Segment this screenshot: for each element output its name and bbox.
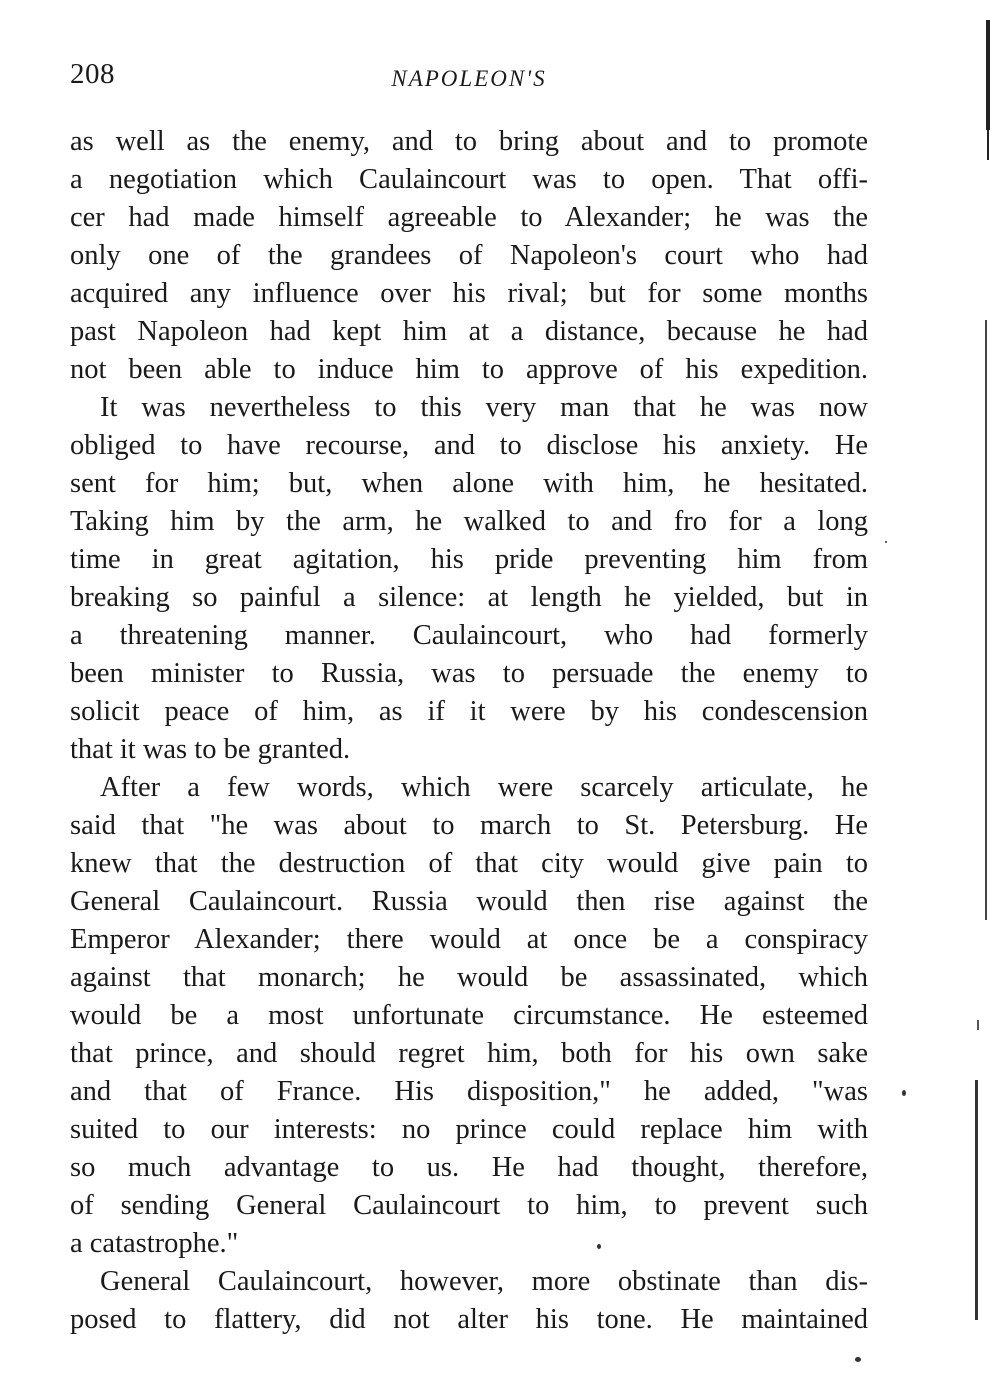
text-line: solicit peace of him, as if it were by his condescension [70, 696, 868, 727]
text-line: acquired any influence over his rival; but for some months [70, 278, 868, 309]
running-title: NAPOLEON'S [391, 66, 547, 91]
text-line: sent for him; but, when alone with him, he hesitated. [70, 468, 868, 499]
text-line: so much advantage to us. He had thought, therefore, [70, 1152, 868, 1183]
text-line: General Caulaincourt. Russia would then rise against the [70, 886, 868, 917]
gutter-edge-mark [986, 20, 990, 130]
page-number: 208 [70, 58, 115, 90]
gutter-edge-mark [987, 130, 989, 160]
text-line: time in great agitation, his pride preventing him from [70, 544, 868, 575]
text-line: obliged to have recourse, and to disclose his anxiety. He [70, 430, 868, 461]
text-line: a threatening manner. Caulaincourt, who had formerly [70, 620, 868, 651]
gutter-edge-mark [977, 1020, 979, 1030]
text-line: as well as the enemy, and to bring about and to promote [70, 126, 868, 157]
text-line: breaking so painful a silence: at length he yielded, but in [70, 582, 868, 613]
ink-speck [902, 1090, 906, 1096]
body-text [70, 123, 868, 1339]
text-line: cer had made himself agreeable to Alexander; he was the [70, 202, 868, 233]
text-line: been minister to Russia, was to persuade the enemy to [70, 658, 868, 689]
ink-speck [885, 541, 887, 543]
text-line: a catastrophe." [70, 1228, 239, 1259]
ink-speck [855, 1357, 861, 1362]
text-line: against that monarch; he would be assassinated, which [70, 962, 868, 993]
gutter-edge-mark [975, 1080, 978, 1320]
text-line: knew that the destruction of that city would give pain to [70, 848, 868, 879]
text-line: a negotiation which Caulaincourt was to open. That offi- [70, 164, 868, 195]
text-line: Taking him by the arm, he walked to and fro for a long [70, 506, 868, 537]
text-line: not been able to induce him to approve of his expedition. [70, 354, 868, 385]
text-line: and that of France. His disposition," he added, "was [70, 1076, 868, 1107]
text-line: past Napoleon had kept him at a distance, because he had [70, 316, 868, 347]
text-line: only one of the grandees of Napoleon's court who had [70, 240, 868, 271]
text-line: After a few words, which were scarcely articulate, he [100, 772, 868, 803]
ink-speck [597, 1244, 601, 1249]
text-line: Emperor Alexander; there would at once be a conspiracy [70, 924, 868, 955]
running-head [70, 58, 868, 98]
text-line: said that "he was about to march to St. Petersburg. He [70, 810, 868, 841]
text-line: posed to flattery, did not alter his tone. He maintained [70, 1304, 868, 1335]
text-line: General Caulaincourt, however, more obstinate than dis- [100, 1266, 868, 1297]
text-line: of sending General Caulaincourt to him, to prevent such [70, 1190, 868, 1221]
text-line: that prince, and should regret him, both for his own sake [70, 1038, 868, 1069]
text-line: would be a most unfortunate circumstance. He esteemed [70, 1000, 868, 1031]
gutter-edge-mark [985, 320, 987, 920]
text-line: It was nevertheless to this very man that he was now [100, 392, 868, 423]
text-line: suited to our interests: no prince could replace him with [70, 1114, 868, 1145]
text-line: that it was to be granted. [70, 734, 351, 765]
